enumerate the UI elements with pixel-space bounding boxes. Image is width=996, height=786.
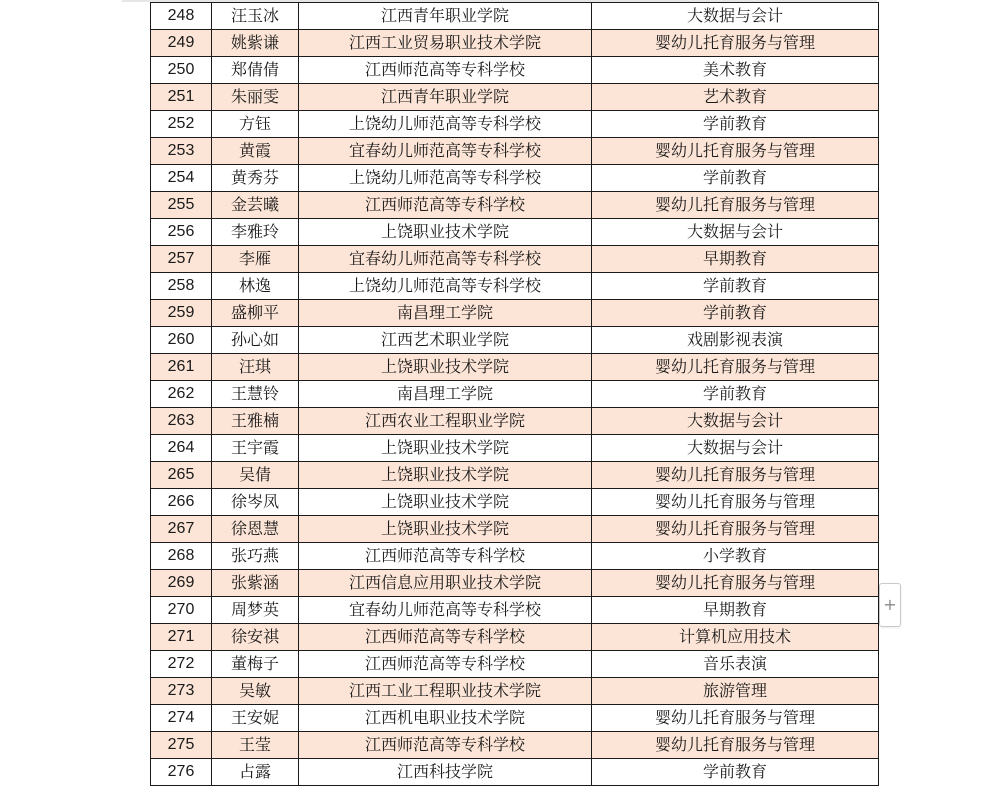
table-row (151, 3, 879, 30)
school-cell: 江西机电职业技术学院 (299, 705, 592, 732)
table-row (151, 732, 879, 759)
major-cell: 婴幼儿托育服务与管理 (592, 138, 879, 165)
row-number-cell: 269 (151, 570, 212, 597)
table-row (151, 408, 879, 435)
name-cell: 王莹 (212, 732, 299, 759)
table-row (151, 381, 879, 408)
school-cell: 江西工业工程职业技术学院 (299, 678, 592, 705)
major-cell: 大数据与会计 (592, 3, 879, 30)
school-cell: 江西师范高等专科学校 (299, 732, 592, 759)
name-cell: 金芸曦 (212, 192, 299, 219)
table-row (151, 165, 879, 192)
major-cell: 婴幼儿托育服务与管理 (592, 516, 879, 543)
major-cell: 大数据与会计 (592, 435, 879, 462)
roster-table-body (151, 3, 879, 786)
table-row (151, 138, 879, 165)
school-cell: 上饶职业技术学院 (299, 462, 592, 489)
row-number-cell: 266 (151, 489, 212, 516)
table-row (151, 543, 879, 570)
row-number-cell: 248 (151, 3, 212, 30)
table-row (151, 516, 879, 543)
table-row (151, 597, 879, 624)
table-row (151, 462, 879, 489)
school-cell: 上饶职业技术学院 (299, 219, 592, 246)
row-number-cell: 265 (151, 462, 212, 489)
school-cell: 上饶幼儿师范高等专科学校 (299, 111, 592, 138)
row-number-cell: 261 (151, 354, 212, 381)
major-cell: 艺术教育 (592, 84, 879, 111)
table-row (151, 84, 879, 111)
row-number-cell: 260 (151, 327, 212, 354)
major-cell: 早期教育 (592, 246, 879, 273)
school-cell: 江西艺术职业学院 (299, 327, 592, 354)
major-cell: 婴幼儿托育服务与管理 (592, 570, 879, 597)
row-number-cell: 273 (151, 678, 212, 705)
major-cell: 计算机应用技术 (592, 624, 879, 651)
name-cell: 郑倩倩 (212, 57, 299, 84)
school-cell: 宜春幼儿师范高等专科学校 (299, 246, 592, 273)
row-number-cell: 249 (151, 30, 212, 57)
roster-table (150, 2, 879, 786)
school-cell: 南昌理工学院 (299, 300, 592, 327)
school-cell: 江西师范高等专科学校 (299, 543, 592, 570)
major-cell: 学前教育 (592, 111, 879, 138)
major-cell: 婴幼儿托育服务与管理 (592, 192, 879, 219)
school-cell: 上饶职业技术学院 (299, 354, 592, 381)
school-cell: 上饶幼儿师范高等专科学校 (299, 165, 592, 192)
major-cell: 大数据与会计 (592, 408, 879, 435)
school-cell: 上饶幼儿师范高等专科学校 (299, 273, 592, 300)
table-row (151, 705, 879, 732)
row-number-cell: 271 (151, 624, 212, 651)
table-row (151, 435, 879, 462)
table-row (151, 111, 879, 138)
name-cell: 朱丽雯 (212, 84, 299, 111)
major-cell: 婴幼儿托育服务与管理 (592, 354, 879, 381)
table-row (151, 30, 879, 57)
name-cell: 林逸 (212, 273, 299, 300)
major-cell: 大数据与会计 (592, 219, 879, 246)
school-cell: 上饶职业技术学院 (299, 435, 592, 462)
school-cell: 江西农业工程职业学院 (299, 408, 592, 435)
name-cell: 吴敏 (212, 678, 299, 705)
name-cell: 黄霞 (212, 138, 299, 165)
name-cell: 李雁 (212, 246, 299, 273)
major-cell: 婴幼儿托育服务与管理 (592, 30, 879, 57)
school-cell: 上饶职业技术学院 (299, 489, 592, 516)
name-cell: 徐岑凤 (212, 489, 299, 516)
row-number-cell: 276 (151, 759, 212, 786)
name-cell: 董梅子 (212, 651, 299, 678)
table-row (151, 273, 879, 300)
school-cell: 江西青年职业学院 (299, 3, 592, 30)
major-cell: 学前教育 (592, 165, 879, 192)
name-cell: 汪琪 (212, 354, 299, 381)
row-number-cell: 262 (151, 381, 212, 408)
table-row (151, 678, 879, 705)
major-cell: 美术教育 (592, 57, 879, 84)
school-cell: 江西师范高等专科学校 (299, 624, 592, 651)
name-cell: 姚紫谦 (212, 30, 299, 57)
table-row (151, 489, 879, 516)
name-cell: 王雅楠 (212, 408, 299, 435)
major-cell: 音乐表演 (592, 651, 879, 678)
row-number-cell: 272 (151, 651, 212, 678)
table-row (151, 759, 879, 786)
name-cell: 王慧铃 (212, 381, 299, 408)
school-cell: 江西师范高等专科学校 (299, 57, 592, 84)
name-cell: 方钰 (212, 111, 299, 138)
major-cell: 早期教育 (592, 597, 879, 624)
name-cell: 张紫涵 (212, 570, 299, 597)
name-cell: 王宇霞 (212, 435, 299, 462)
row-number-cell: 255 (151, 192, 212, 219)
school-cell: 江西工业贸易职业技术学院 (299, 30, 592, 57)
row-number-cell: 254 (151, 165, 212, 192)
major-cell: 婴幼儿托育服务与管理 (592, 489, 879, 516)
school-cell: 江西师范高等专科学校 (299, 651, 592, 678)
table-row (151, 327, 879, 354)
add-row-button[interactable] (879, 583, 901, 627)
major-cell: 学前教育 (592, 300, 879, 327)
row-number-cell: 275 (151, 732, 212, 759)
name-cell: 吴倩 (212, 462, 299, 489)
table-row (151, 219, 879, 246)
name-cell: 汪玉冰 (212, 3, 299, 30)
table-row (151, 246, 879, 273)
major-cell: 小学教育 (592, 543, 879, 570)
row-number-cell: 263 (151, 408, 212, 435)
row-number-cell: 267 (151, 516, 212, 543)
major-cell: 婴幼儿托育服务与管理 (592, 705, 879, 732)
school-cell: 宜春幼儿师范高等专科学校 (299, 138, 592, 165)
row-number-cell: 274 (151, 705, 212, 732)
row-number-cell: 258 (151, 273, 212, 300)
name-cell: 孙心如 (212, 327, 299, 354)
plus-icon: + (883, 595, 897, 614)
table-row (151, 651, 879, 678)
row-number-cell: 253 (151, 138, 212, 165)
school-cell: 上饶职业技术学院 (299, 516, 592, 543)
row-number-cell: 252 (151, 111, 212, 138)
school-cell: 江西科技学院 (299, 759, 592, 786)
table-row (151, 57, 879, 84)
row-number-cell: 259 (151, 300, 212, 327)
name-cell: 徐安祺 (212, 624, 299, 651)
school-cell: 江西信息应用职业技术学院 (299, 570, 592, 597)
row-number-cell: 256 (151, 219, 212, 246)
table-row (151, 354, 879, 381)
major-cell: 学前教育 (592, 759, 879, 786)
row-number-cell: 264 (151, 435, 212, 462)
name-cell: 黄秀芬 (212, 165, 299, 192)
row-number-cell: 268 (151, 543, 212, 570)
school-cell: 江西青年职业学院 (299, 84, 592, 111)
school-cell: 南昌理工学院 (299, 381, 592, 408)
major-cell: 学前教育 (592, 273, 879, 300)
table-row (151, 300, 879, 327)
school-cell: 江西师范高等专科学校 (299, 192, 592, 219)
major-cell: 戏剧影视表演 (592, 327, 879, 354)
row-number-cell: 257 (151, 246, 212, 273)
major-cell: 婴幼儿托育服务与管理 (592, 732, 879, 759)
table-row (151, 192, 879, 219)
name-cell: 张巧燕 (212, 543, 299, 570)
major-cell: 婴幼儿托育服务与管理 (592, 462, 879, 489)
table-row (151, 570, 879, 597)
name-cell: 李雅玲 (212, 219, 299, 246)
name-cell: 徐恩慧 (212, 516, 299, 543)
major-cell: 旅游管理 (592, 678, 879, 705)
row-number-cell: 250 (151, 57, 212, 84)
name-cell: 占露 (212, 759, 299, 786)
name-cell: 周梦英 (212, 597, 299, 624)
major-cell: 学前教育 (592, 381, 879, 408)
row-number-cell: 270 (151, 597, 212, 624)
school-cell: 宜春幼儿师范高等专科学校 (299, 597, 592, 624)
name-cell: 盛柳平 (212, 300, 299, 327)
row-number-cell: 251 (151, 84, 212, 111)
name-cell: 王安妮 (212, 705, 299, 732)
table-row (151, 624, 879, 651)
